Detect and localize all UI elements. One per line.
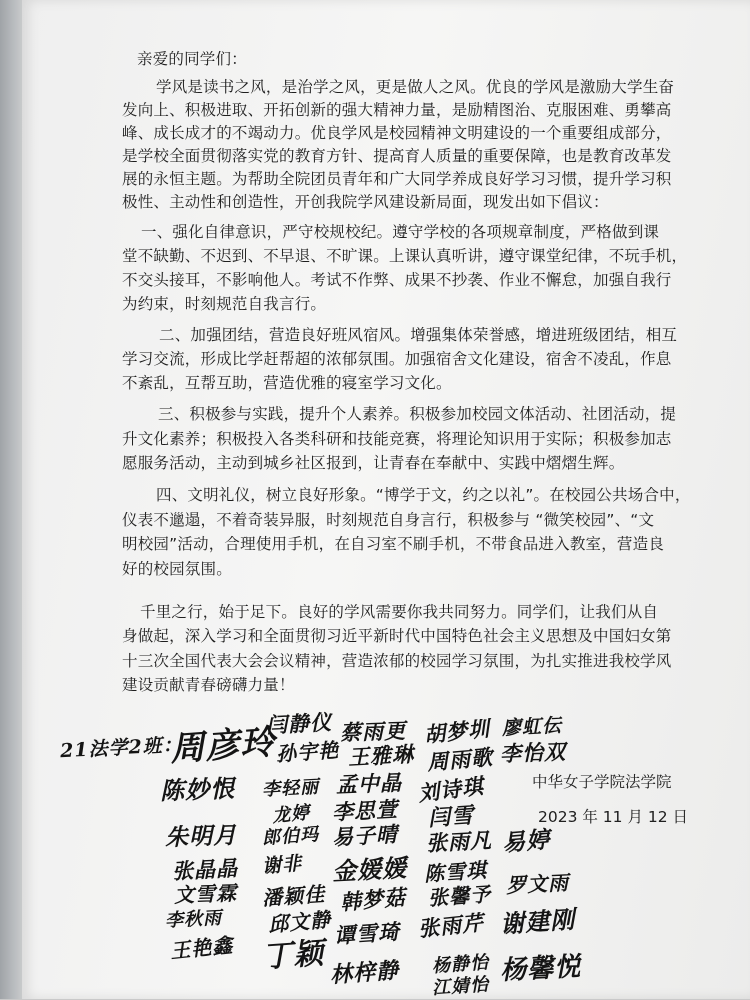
signature: 刘诗琪 xyxy=(416,773,486,806)
signature: 林梓静 xyxy=(329,957,400,989)
class-label: 21法学2班： xyxy=(59,733,184,763)
signature: 龙婷 xyxy=(271,802,312,827)
signature: 王艳鑫 xyxy=(169,932,235,964)
signature: 闫静仪 xyxy=(265,709,333,738)
signature: 陈妙恨 xyxy=(159,773,236,806)
signature: 易子晴 xyxy=(331,821,399,850)
closing-line: 十三次全国代表大会会议精神，营造浓郁的校园学习氛围，为扎实推进我校学风 xyxy=(122,652,672,670)
letter-date: 2023 年 11 月 12 日 xyxy=(538,808,689,826)
point-3-line: 三、积极参与实践，提升个人素养。积极参加校园文体活动、社团活动，提 xyxy=(158,405,677,423)
point-1-line: 一、强化自律意识，严守校规校纪。遵守学校的各项规章制度，严格做到课 xyxy=(141,223,660,241)
signature: 文雪霖 xyxy=(173,880,238,908)
signature: 谭雪琦 xyxy=(333,918,401,949)
intro-line: 展的永恒主题。为帮助全院团员青年和广大同学养成良好学习习惯，提升学习积 xyxy=(122,170,672,188)
signature: 孟中晶 xyxy=(335,769,403,798)
point-1-line: 不交头接耳，不影响他人。考试不作弊、成果不抄袭、作业不懈怠，加强自我行 xyxy=(122,271,672,289)
signature: 罗文雨 xyxy=(505,870,570,898)
point-4-line: 仪表不邋遢，不着奇装异服，时刻规范自身言行，积极参与 “微笑校园”、“文 xyxy=(122,511,655,529)
signature: 张馨予 xyxy=(427,881,492,911)
signature: 郎伯玛 xyxy=(261,824,320,849)
signature: 周雨歌 xyxy=(426,744,495,775)
signature: 邱文静 xyxy=(267,907,333,937)
point-3-line: 升文化素养；积极投入各类科研和技能竞赛，将理论知识用于实际；积极参加志 xyxy=(122,430,672,448)
signature: 廖虹伝 xyxy=(501,714,563,740)
point-4-line: 四、文明礼仪，树立良好形象。“博学于文，约之以礼”。在校园公共场合中， xyxy=(156,486,691,504)
point-3-line: 愿服务活动，主动到城乡社区报到，让青春在奉献中、实践中熠熠生辉。 xyxy=(122,454,625,472)
organization-name: 中华女子学院法学院 xyxy=(532,773,672,791)
point-4-line: 明校园”活动，合理使用手机，在自习室不刷手机，不带食品进入教室，营造良 xyxy=(122,535,665,553)
point-1-line: 为约束，时刻规范自我言行。 xyxy=(122,295,327,313)
point-2-line: 不紊乱，互帮互助，营造优雅的寝室学习文化。 xyxy=(122,374,452,392)
signature: 张晶晶 xyxy=(171,855,239,884)
intro-line: 发向上、积极进取、开拓创新的强大精神力量，是励精图治、克服困难、勇攀高 xyxy=(122,101,672,119)
closing-line: 建设贡献青春磅礴力量！ xyxy=(122,676,295,694)
signature: 闫雪 xyxy=(427,802,475,832)
signature: 谢非 xyxy=(261,852,304,878)
page-edge xyxy=(0,0,22,999)
intro-line: 极性、主动性和创造性，开创我院学风建设新局面，现发出如下倡议： xyxy=(122,193,609,211)
point-1-line: 堂不缺勤、不迟到、不早退、不旷课。上课认真听讲，遵守课堂纪律，不玩手机， xyxy=(122,247,688,265)
signature: 王雅琳 xyxy=(347,741,415,770)
signature: 朱明月 xyxy=(164,821,238,852)
intro-line: 学风是读书之风，是治学之风，更是做人之风。优良的学风是激励大学生奋 xyxy=(156,78,675,96)
intro-line: 是学校全面贯彻落实党的教育方针、提高育人质量的重要保障，也是教育改革发 xyxy=(122,147,672,165)
point-4-line: 好的校园氛围。 xyxy=(122,560,232,578)
closing-line: 身做起，深入学习和全面贯彻习近平新时代中国特色社会主义思想及中国妇女第 xyxy=(122,627,672,645)
point-2-line: 二、加强团结，营造良好班风宿风。增强集体荣誉感，增进班级团结，相互 xyxy=(159,326,678,344)
signature: 李怡双 xyxy=(499,738,567,767)
intro-line: 峰、成长成才的不竭动力。优良学风是校园精神文明建设的一个重要组成部分， xyxy=(122,124,672,142)
closing-line: 千里之行，始于足下。良好的学风需要你我共同努力。同学们，让我们从自 xyxy=(140,603,659,621)
signature: 李秋雨 xyxy=(164,907,223,932)
signature: 谢建刚 xyxy=(499,904,577,939)
signature: 周彦玲 xyxy=(168,722,277,770)
signature: 丁颖 xyxy=(261,935,326,976)
signature: 杨馨悦 xyxy=(499,951,582,987)
signature: 蔡雨更 xyxy=(339,717,407,746)
signature: 易婷 xyxy=(501,825,552,858)
salutation: 亲爱的同学们： xyxy=(137,50,247,68)
signature: 胡梦圳 xyxy=(422,715,492,748)
signature: 江婧怡 xyxy=(431,974,490,999)
signature: 张雨凡 xyxy=(425,827,493,856)
signature: 陈雪琪 xyxy=(423,857,488,887)
signature: 张雨芹 xyxy=(416,909,486,942)
signature: 杨静怡 xyxy=(431,952,490,977)
signature: 孙宇艳 xyxy=(275,737,340,767)
signature: 李轻丽 xyxy=(261,776,320,801)
signature: 金媛媛 xyxy=(331,853,408,886)
point-2-line: 学习交流，形成比学赶帮超的浓郁氛围。加强宿舍文化建设，宿舍不凌乱，作息 xyxy=(122,350,672,368)
signature: 韩梦菇 xyxy=(339,884,408,915)
signature: 潘颖佳 xyxy=(261,881,326,911)
signature: 李思萱 xyxy=(331,796,399,825)
